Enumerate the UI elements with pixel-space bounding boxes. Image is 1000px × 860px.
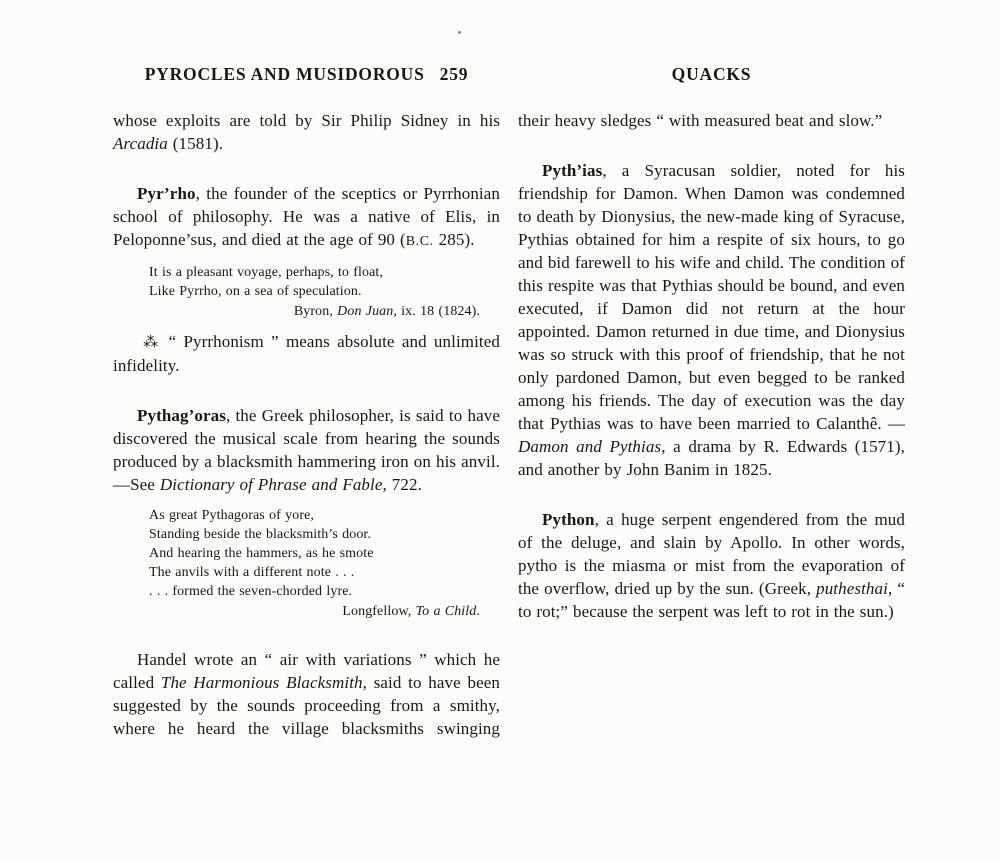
text-run: To a Child bbox=[415, 604, 477, 619]
verse-line bbox=[149, 506, 500, 525]
text-run: Arcadia bbox=[113, 134, 168, 153]
text-run: , the Greek philosopher, is said to have discovered the musical scale from hearing the sounds produced by a blacksmith hammering iron on his anvil.—See bbox=[113, 406, 500, 494]
entry-python bbox=[518, 508, 905, 623]
text-run: (1581). bbox=[167, 134, 224, 153]
left-column bbox=[113, 109, 500, 740]
text-run: . bbox=[476, 604, 480, 619]
entry-pythagoras bbox=[113, 404, 500, 496]
text-run: As great Pythagoras of yore, bbox=[149, 508, 314, 523]
text-run: Damon and Pythias bbox=[518, 437, 662, 456]
running-head-left bbox=[113, 64, 500, 85]
page-number: 259 bbox=[439, 64, 469, 84]
text-run: B.C. bbox=[405, 234, 434, 249]
text-run: puthesthai bbox=[816, 579, 888, 598]
text-run: , a Syracusan soldier, noted for his friendship for Damon. When Damon was condemned to death by Dionysius, the new-made king of Syracuse, Pythias obtained for him a respite of six hours, to go and bid farewell to his wife and child. The condition of this respite was that Pythias should be bound, and even executed, if Damon did not return at the hour appointed. Damon returned in due time, and Dionysius was so struck with this proof of friendship, that he not only pardoned Damon, but even begged to be ranked among his friends. The day of execution was the day that Pythias was to have been married to Calanthê. — bbox=[518, 161, 905, 433]
text-run: Handel wrote an “ air with variations ” which he called bbox=[113, 650, 500, 692]
text-run: , “ to rot;” because the serpent was left to rot in the sun.) bbox=[518, 579, 905, 621]
text-run: Byron, bbox=[293, 304, 338, 319]
text-run: , said to have been suggested by the sounds proceeding from a smithy, where he heard the village blacksmiths swinging bbox=[113, 673, 500, 738]
entry-headword: Pyr’rho bbox=[137, 184, 196, 203]
handel-paragraph bbox=[113, 648, 500, 740]
text-run: , the founder of the sceptics or Pyrrhonian school of philosophy. He was a native of Elis, in Peloponne’sus, and died at the age of 90 ( bbox=[113, 184, 500, 249]
verse-line bbox=[149, 282, 500, 301]
text-run: , a drama by R. Edwards (1571), and another by John Banim in 1825. bbox=[518, 437, 905, 479]
entry-pythias bbox=[518, 159, 905, 481]
entry-headword: Python bbox=[542, 510, 595, 529]
verse-attribution bbox=[149, 602, 500, 621]
text-run: Don Juan bbox=[337, 304, 394, 319]
entry-headword: Pyth’ias bbox=[542, 161, 603, 180]
byron-quotation bbox=[149, 263, 500, 321]
running-head-right bbox=[518, 64, 905, 85]
text-run: Standing beside the blacksmith’s door. bbox=[149, 527, 372, 542]
longfellow-quotation bbox=[149, 506, 500, 621]
text-run: Longfellow, bbox=[342, 604, 416, 619]
text-run: , 722. bbox=[382, 475, 422, 494]
continuation-from-left-column bbox=[518, 109, 905, 132]
text-run: And hearing the hammers, as he smote bbox=[149, 546, 374, 561]
asterism-mark: ⁂ bbox=[143, 333, 169, 351]
verse-line bbox=[149, 525, 500, 544]
text-run: The anvils with a different note . . . bbox=[149, 565, 355, 580]
right-column bbox=[518, 109, 905, 740]
verse-attribution bbox=[149, 302, 500, 321]
text-run: Dictionary of Phrase and Fable bbox=[159, 475, 383, 494]
text-run: their heavy sledges “ with measured beat and slow.” bbox=[518, 111, 883, 130]
verse-line bbox=[149, 263, 500, 282]
text-run: whose exploits are told by Sir Philip Sidney in his bbox=[113, 111, 500, 130]
text-run: 285). bbox=[433, 230, 475, 249]
verse-line bbox=[149, 582, 500, 601]
text-columns bbox=[113, 109, 905, 740]
right-headword: QUACKS bbox=[671, 64, 752, 84]
verse-line bbox=[149, 563, 500, 582]
text-run: Like Pyrrho, on a sea of speculation. bbox=[149, 284, 362, 299]
scan-speck bbox=[458, 31, 461, 34]
running-head bbox=[113, 64, 905, 85]
verse-line bbox=[149, 544, 500, 563]
text-run: It is a pleasant voyage, perhaps, to float, bbox=[149, 265, 383, 280]
continuation-from-previous-page bbox=[113, 109, 500, 155]
text-run: , a huge serpent engendered from the mud of the deluge, and slain by Apollo. In other words, pytho is the miasma or mist from the evaporation of the overflow, dried up by the sun. (Greek, bbox=[518, 510, 905, 598]
pyrrhonism-note bbox=[113, 330, 500, 377]
text-run: The Harmonious Blacksmith bbox=[160, 673, 363, 692]
text-run: “ Pyrrhonism ” means absolute and unlimited infidelity. bbox=[113, 332, 500, 375]
text-run: , ix. 18 (1824). bbox=[393, 304, 480, 319]
entry-headword: Pythag’oras bbox=[137, 406, 226, 425]
entry-pyrrho bbox=[113, 182, 500, 253]
left-headword: PYROCLES AND MUSIDOROUS bbox=[144, 64, 425, 84]
text-run: . . . formed the seven-chorded lyre. bbox=[149, 584, 353, 599]
